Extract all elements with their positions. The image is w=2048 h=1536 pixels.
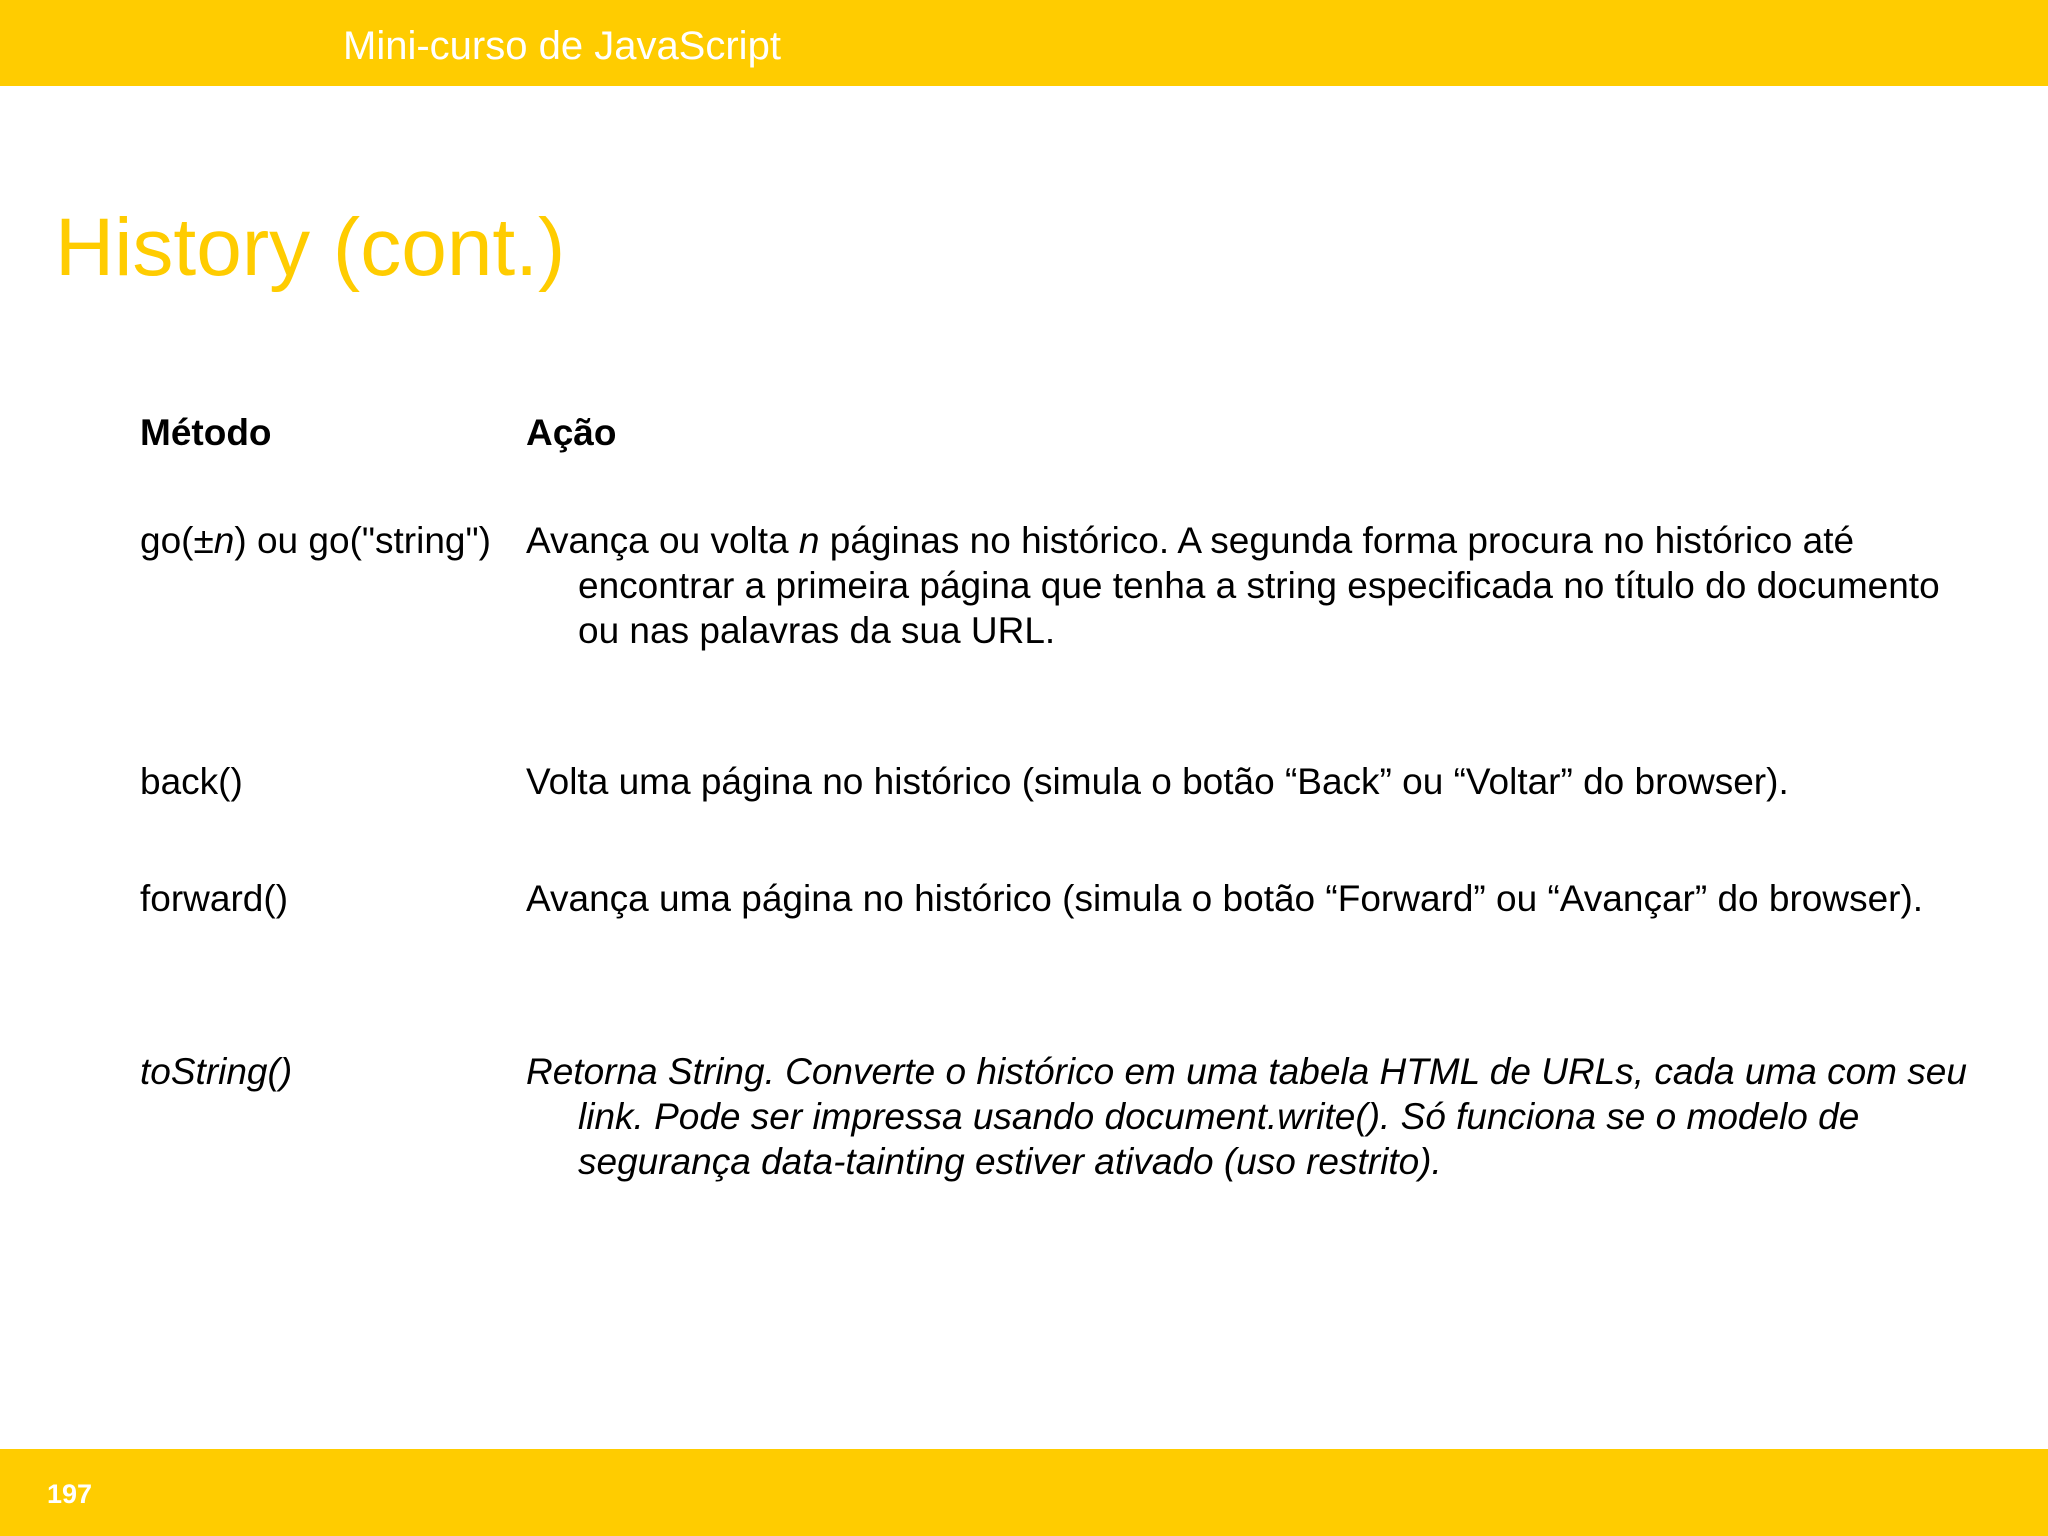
action-go-var: n — [798, 520, 820, 561]
method-go-prefix: go(± — [140, 520, 214, 561]
method-back: back() — [140, 761, 243, 802]
action-go — [526, 518, 1978, 653]
action-tostring: Retorna String. Converte o histórico em uma tabela HTML de URLs, cada uma com seu link. Pode ser impressa usando document.write(). Só funciona se o modelo de segurança data-tainting estiver ativado (uso restrito). — [526, 1051, 1967, 1182]
method-forward: forward() — [140, 878, 289, 919]
action-go-prefix: Avança ou volta — [526, 520, 799, 561]
method-go — [140, 518, 492, 563]
action-go-suffix: páginas no histórico. A segunda forma procura no histórico até encontrar a primeira página que tenha a string especificada no título do documento ou nas palavras da sua URL. — [578, 520, 1940, 651]
course-title: Mini-curso de JavaScript — [343, 24, 781, 68]
footer-bar — [0, 1449, 2048, 1536]
header-action: Ação — [526, 412, 617, 453]
header-method: Método — [140, 412, 272, 453]
method-go-var: n — [213, 520, 235, 561]
slide-title: History (cont.) — [55, 202, 566, 293]
page-number: 197 — [47, 1479, 93, 1509]
action-back: Volta uma página no histórico (simula o botão “Back” ou “Voltar” do browser). — [526, 761, 1789, 802]
method-go-suffix: ) ou go("string") — [234, 520, 491, 561]
action-forward: Avança uma página no histórico (simula o botão “Forward” ou “Avançar” do browser). — [526, 878, 1924, 919]
method-tostring: toString() — [140, 1051, 293, 1092]
